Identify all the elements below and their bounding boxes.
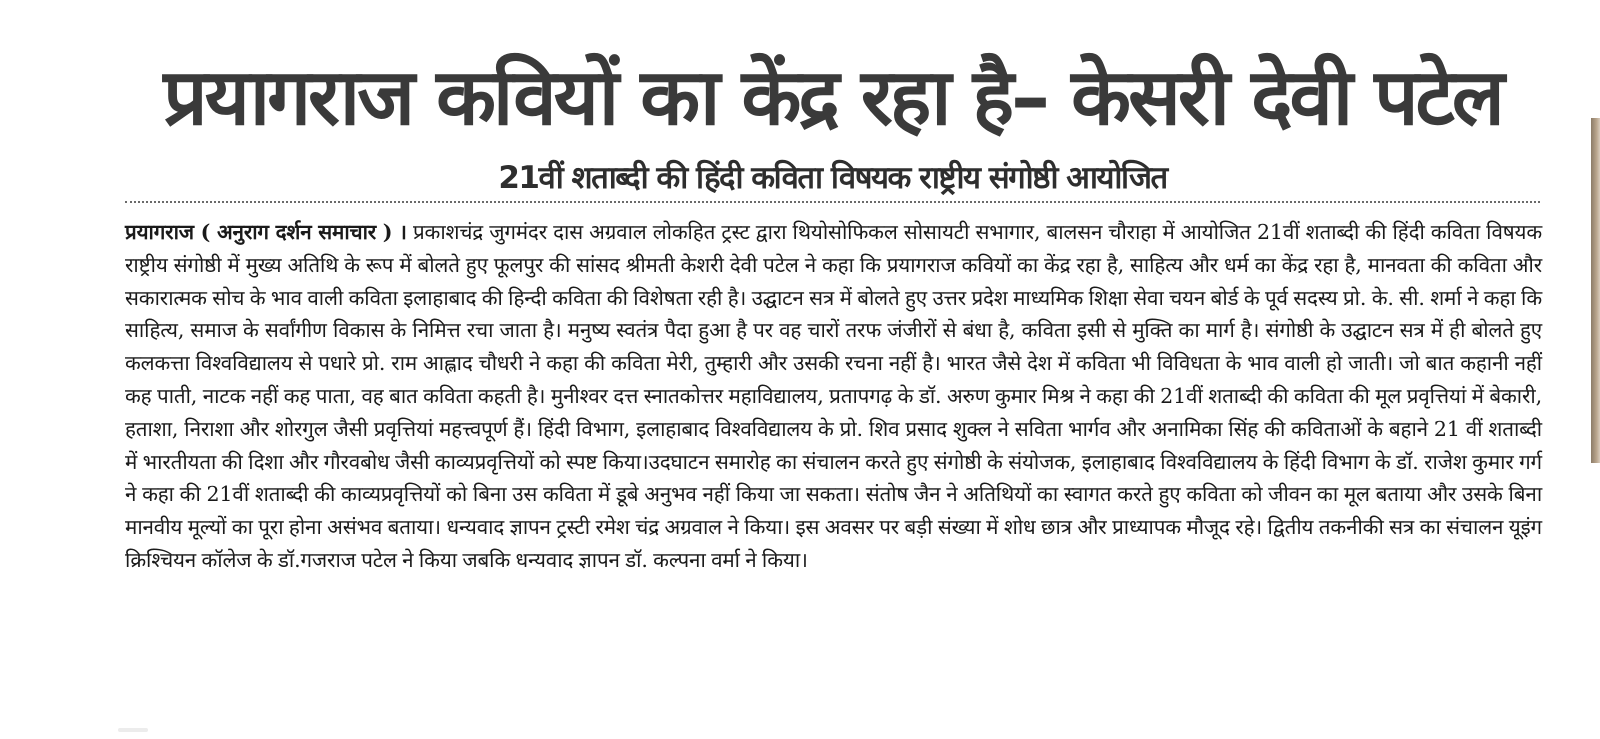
dotted-divider bbox=[125, 201, 1540, 203]
article-subheadline: 21वीं शताब्दी की हिंदी कविता विषयक राष्ट्रीय संगोष्ठी आयोजित bbox=[498, 160, 1167, 196]
article-body bbox=[125, 216, 1542, 577]
article-dateline: प्रयागराज ( अनुराग दर्शन समाचार ) । bbox=[125, 220, 407, 244]
page-smudge bbox=[118, 728, 148, 732]
article-body-text: प्रकाशचंद्र जुगमंदर दास अग्रवाल लोकहित ट्रस्ट द्वारा थियोसोफिकल सोसायटी सभागार, बालसन चौराहा में आयोजित 21वीं शताब्दी की हिंदी कविता विषयक राष्ट्रीय संगोष्ठी में मुख्य अतिथि के रूप में बोलते हुए फूलपुर की सांसद श्रीमती केशरी देवी पटेल ने कहा कि प्रयागराज कवियों का केंद्र रहा है, साहित्य और धर्म का केंद्र रहा है, मानवता की कविता और सकारात्मक सोच के भाव वाली कविता इलाहाबाद की हिन्दी कविता की विशेषता रही है। उद्घाटन सत्र में बोलते हुए उत्तर प्रदेश माध्यमिक शिक्षा सेवा चयन बोर्ड के पूर्व सदस्य प्रो. के. सी. शर्मा ने कहा कि साहित्य, समाज के सर्वांगीण विकास के निमित्त रचा जाता है। मनुष्य स्वतंत्र पैदा हुआ है पर वह चारों तरफ जंजीरों से बंधा है, कविता इसी से मुक्ति का मार्ग है। संगोष्ठी के उद्घाटन सत्र में ही बोलते हुए कलकत्ता विश्वविद्यालय से पधारे प्रो. राम आह्लाद चौधरी ने कहा की कविता मेरी, तुम्हारी और उसकी रचना नहीं है। भारत जैसे देश में कविता भी विविधता के भाव वाली हो जाती। जो बात कहानी नहीं कह पाती, नाटक नहीं कह पाता, वह बात कविता कहती है। मुनीश्वर दत्त स्नातकोत्तर महाविद्यालय, प्रतापगढ़ के डॉ. अरुण कुमार मिश्र ने कहा की 21वीं शताब्दी की कविता की मूल प्रवृत्तियां में बेकारी, हताशा, निराशा और शोरगुल जैसी प्रवृत्तियां महत्त्वपूर्ण हैं। हिंदी विभाग, इलाहाबाद विश्वविद्यालय के प्रो. शिव प्रसाद शुक्ल ने सविता भार्गव और अनामिका सिंह की कविताओं के बहाने 21 वीं शताब्दी में भारतीयता की दिशा और गौरवबोध जैसी काव्यप्रवृत्तियों को स्पष्ट किया।उदघाटन समारोह का संचालन करते हुए संगोष्ठी के संयोजक, इलाहाबाद विश्वविद्यालय के हिंदी विभाग के डॉ. राजेश कुमार गर्ग ने कहा की 21वीं शताब्दी की काव्यप्रवृत्तियों को बिना उस कविता में डूबे अनुभव नहीं किया जा सकता। संतोष जैन ने अतिथियों का स्वागत करते हुए कविता को जीवन का मूल बताया और उसके बिना मानवीय मूल्यों का पूरा होना असंभव बताया। धन्यवाद ज्ञापन ट्रस्टी रमेश चंद्र अग्रवाल ने किया। इस अवसर पर बड़ी संख्या में शोध छात्र और प्राध्यापक मौजूद रहे। द्वितीय तकनीकी सत्र का संचालन यूइंग क्रिश्चियन कॉलेज के डॉ.गजराज पटेल ने किया जबकि धन्यवाद ज्ञापन डॉ. कल्पना वर्मा ने किया। bbox=[125, 220, 1542, 572]
adjacent-photo-edge bbox=[1591, 118, 1600, 463]
article-headline: प्रयागराज कवियों का केंद्र रहा है– केसरी देवी पटेल bbox=[163, 53, 1502, 143]
